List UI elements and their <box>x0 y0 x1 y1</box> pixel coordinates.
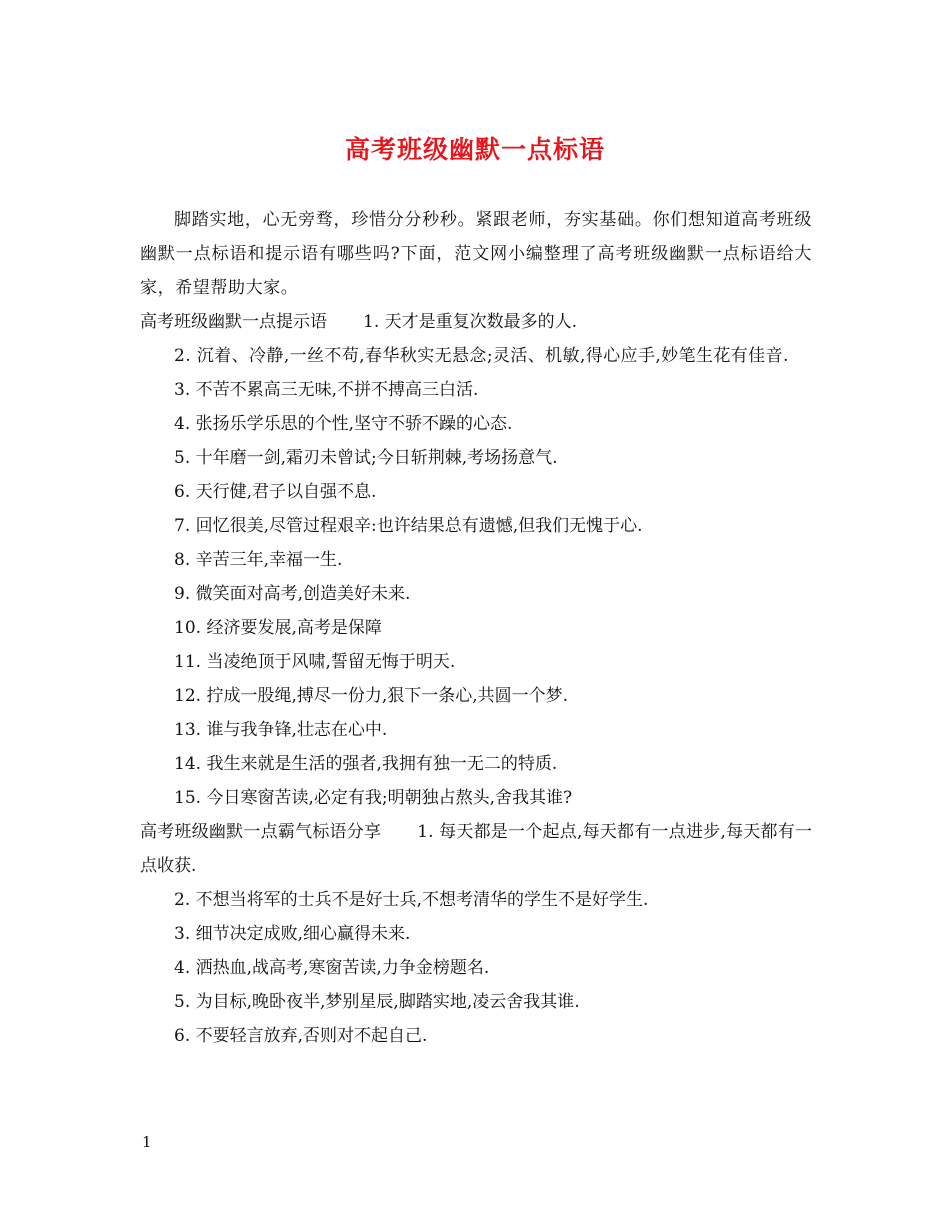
page-number: 1 <box>142 1133 152 1151</box>
document-body <box>140 203 812 1053</box>
list-item: 2. 沉着、冷静,一丝不苟,春华秋实无悬念;灵活、机敏,得心应手,妙笔生花有佳音. <box>174 346 789 366</box>
list-item: 3. 细节决定成败,细心赢得未来. <box>174 924 411 944</box>
list-item: 14. 我生来就是生活的强者,我拥有独一无二的特质. <box>174 754 558 774</box>
section-1-heading: 高考班级幽默一点提示语 <box>140 312 327 332</box>
section-2-lead <box>140 815 812 883</box>
list-item: 5. 为目标,晚卧夜半,梦别星辰,脚踏实地,凌云舍我其谁. <box>174 992 580 1012</box>
list-item: 6. 天行健,君子以自强不息. <box>174 482 377 502</box>
list-item: 4. 张扬乐学乐思的个性,坚守不骄不躁的心态. <box>174 414 513 434</box>
list-item: 3. 不苦不累高三无味,不拼不搏高三白活. <box>174 380 479 400</box>
document-title: 高考班级幽默一点标语 <box>344 135 605 164</box>
section-2-heading: 高考班级幽默一点霸气标语分享 <box>140 822 382 842</box>
list-item: 15. 今日寒窗苦读,必定有我;明朝独占熬头,舍我其谁? <box>174 788 573 808</box>
list-item: 6. 不要轻言放弃,否则对不起自己. <box>174 1026 428 1046</box>
list-item: 11. 当凌绝顶于风啸,誓留无悔于明天. <box>174 652 456 672</box>
section-1-lead <box>140 305 812 339</box>
list-item: 1. 每天都是一个起点,每天都有一点进步,每天都有一点收获. <box>140 822 813 876</box>
list-item: 1. 天才是重复次数最多的人. <box>363 312 578 332</box>
list-item: 8. 辛苦三年,幸福一生. <box>174 550 343 570</box>
list-item: 13. 谁与我争锋,壮志在心中. <box>174 720 388 740</box>
list-item: 9. 微笑面对高考,创造美好未来. <box>174 584 411 604</box>
list-item: 5. 十年磨一剑,霜刃未曾试;今日斩荆棘,考场扬意气. <box>174 448 558 468</box>
intro-paragraph: 脚踏实地，心无旁骛，珍惜分分秒秒。紧跟老师，夯实基础。你们想知道高考班级幽默一点标语和提示语有哪些吗?下面，范文网小编整理了高考班级幽默一点标语给大家，希望帮助大家。 <box>140 210 812 298</box>
list-item: 10. 经济要发展,高考是保障 <box>174 618 382 638</box>
list-item: 4. 洒热血,战高考,寒窗苦读,力争金榜题名. <box>174 958 490 978</box>
list-item: 7. 回忆很美,尽管过程艰辛:也许结果总有遗憾,但我们无愧于心. <box>174 516 643 536</box>
list-item: 2. 不想当将军的士兵不是好士兵,不想考清华的学生不是好学生. <box>174 890 649 910</box>
list-item: 12. 拧成一股绳,搏尽一份力,狠下一条心,共圆一个梦. <box>174 686 569 706</box>
